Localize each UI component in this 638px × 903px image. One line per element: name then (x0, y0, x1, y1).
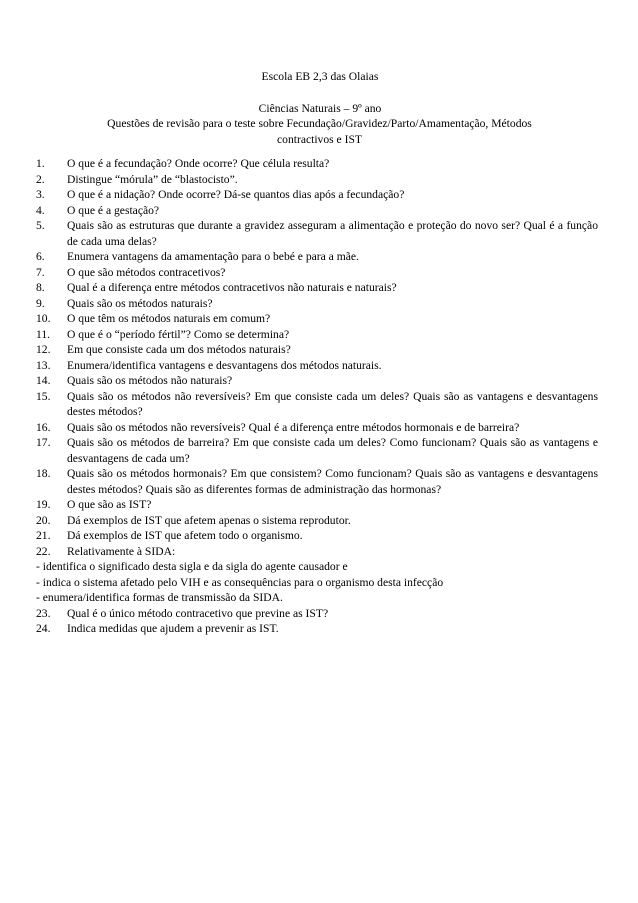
question-item (36, 172, 598, 188)
question-item (36, 249, 598, 265)
question-text: Qual é a diferença entre métodos contracetivos não naturais e naturais? (67, 281, 397, 294)
question-item (36, 311, 598, 327)
question-number: 12. (36, 343, 51, 356)
question-number: 21. (36, 529, 51, 542)
subject-line: Ciências Naturais – 9º ano (258, 102, 382, 115)
question-item (36, 528, 598, 544)
question-item (36, 358, 598, 374)
question-text: O que são as IST? (67, 498, 152, 511)
question-text: Quais são os métodos não naturais? (67, 374, 233, 387)
question-item (36, 280, 598, 296)
question-number: 24. (36, 622, 51, 635)
question-text: O que é o “período fértil”? Como se determina? (67, 327, 290, 341)
question-text: Indica medidas que ajudem a prevenir as IST. (67, 622, 279, 635)
question-number: 18. (36, 467, 51, 480)
question-text: O que têm os métodos naturais em comum? (67, 312, 271, 325)
question-number: 13. (36, 358, 51, 372)
question-text: O que é a gestação? (67, 203, 160, 217)
title-line-1: Questões de revisão para o teste sobre Fecundação/Gravidez/Parto/Amamentação, Métodos (107, 117, 532, 130)
school-name: Escola EB 2,3 das Olaias (261, 70, 379, 83)
question-item (36, 296, 598, 312)
question-item (36, 373, 598, 389)
question-number: 9. (36, 296, 45, 310)
question-number: 10. (36, 312, 51, 325)
question-number: 2. (36, 172, 45, 186)
question-item (36, 218, 598, 249)
question-number: 3. (36, 188, 45, 201)
question-number: 7. (36, 265, 45, 279)
question-text: Qual é o único método contracetivo que previne as IST? (67, 606, 329, 620)
question-text: Em que consiste cada um dos métodos naturais? (67, 343, 291, 356)
question-item (36, 606, 598, 622)
question-text: Enumera/identifica vantagens e desvantagens dos métodos naturais. (67, 358, 382, 372)
question-number: 6. (36, 250, 45, 263)
question-text: Quais são os métodos não reversíveis? Em que consiste cada um deles? Quais são as vantagens e desvantagens destes métodos? (67, 389, 598, 418)
question-text: O que é a nidação? Onde ocorre? Dá-se quantos dias após a fecundação? (67, 188, 405, 201)
question-number: 20. (36, 513, 51, 527)
sida-subitem: - indica o sistema afetado pelo VIH e as consequências para o organismo desta infecção (36, 575, 444, 589)
question-text: Quais são as estruturas que durante a gravidez asseguram a alimentação e proteção do novo ser? Qual é a função de cada uma delas? (67, 219, 598, 248)
question-text: Quais são os métodos hormonais? Em que consistem? Como funcionam? Quais são as vantagens e desvantagens destes métodos? Quais são as diferentes formas de administração das hormonas? (67, 467, 598, 496)
question-number: 17. (36, 436, 51, 449)
question-item (36, 544, 598, 560)
question-text: O que são métodos contracetivos? (67, 265, 226, 279)
question-number: 11. (36, 327, 51, 341)
question-item (36, 497, 598, 513)
question-number: 23. (36, 606, 51, 620)
question-item (36, 466, 598, 497)
question-number: 22. (36, 544, 51, 558)
question-text: Quais são os métodos não reversíveis? Qual é a diferença entre métodos hormonais e de barreira? (67, 420, 520, 434)
question-text: Dá exemplos de IST que afetem todo o organismo. (67, 529, 303, 542)
question-item (36, 420, 598, 436)
question-text: Quais são os métodos naturais? (67, 296, 213, 310)
question-list (36, 156, 598, 637)
question-number: 4. (36, 203, 45, 217)
question-text: O que é a fecundação? Onde ocorre? Que célula resulta? (67, 157, 330, 170)
question-item (36, 327, 598, 343)
sida-subitem: - identifica o significado desta sigla e da sigla do agente causador e (36, 560, 348, 573)
question-number: 5. (36, 219, 45, 232)
question-text: Quais são os métodos de barreira? Em que consiste cada um deles? Como funcionam? Quais são as vantagens e desvantagens de cada um? (67, 436, 598, 465)
document-title (52, 116, 587, 147)
question-number: 14. (36, 374, 51, 387)
question-text: Relativamente à SIDA: (67, 544, 176, 558)
question-number: 19. (36, 498, 51, 511)
question-item (36, 342, 598, 358)
question-number: 15. (36, 389, 51, 403)
question-item (36, 156, 598, 172)
question-item (36, 187, 598, 203)
question-item (36, 389, 598, 420)
question-item (36, 265, 598, 281)
question-number: 1. (36, 157, 45, 170)
question-item (36, 513, 598, 529)
question-text: Dá exemplos de IST que afetem apenas o sistema reprodutor. (67, 513, 351, 527)
sida-subitem: - enumera/identifica formas de transmissão da SIDA. (36, 591, 283, 604)
question-text: Distingue “mórula” de “blastocisto”. (67, 172, 238, 186)
question-text: Enumera vantagens da amamentação para o bebé e para a mãe. (67, 250, 359, 263)
question-item (36, 621, 598, 637)
question-number: 16. (36, 420, 51, 434)
question-number: 8. (36, 281, 45, 294)
question-item (36, 435, 598, 466)
title-line-2: contractivos e IST (277, 132, 362, 146)
question-item (36, 203, 598, 219)
